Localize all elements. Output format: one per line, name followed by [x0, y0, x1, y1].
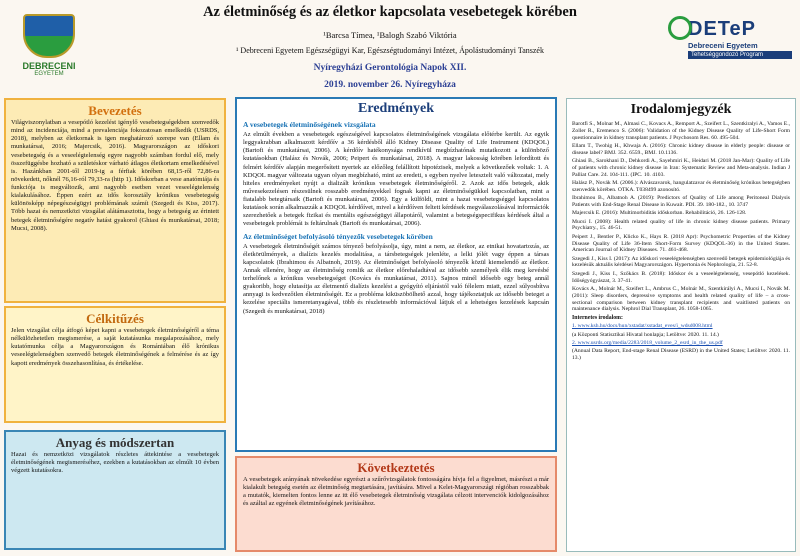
internet-link-2[interactable]: 2. www.usrds.org/media/2283/2018_volume_2_esrd_in_the_us.pdf: [572, 339, 723, 346]
conference-date: 2019. november 26. Nyíregyháza: [324, 80, 456, 90]
eredmenyek-heading: Eredmények: [358, 101, 434, 116]
internet-label: Internetes irodalom:: [572, 315, 623, 322]
eredmenyek-subheading-1: A vesebetegek életminőségének vizsgálata: [243, 120, 376, 129]
crest-icon: [23, 14, 75, 58]
section-celkituzes: [4, 306, 226, 423]
university-logo: [14, 14, 84, 77]
affiliation: ¹ Debreceni Egyetem Egészségügyi Kar, Egészségtudományi Intézet, Ápolástudományi Tanszék: [236, 46, 544, 55]
reference-item: Mucsi I. (2008): Health related quality of life in chronic kidney disease patients. Primary Psychiatry., 15. 46-51.: [572, 218, 790, 232]
reference-item: Szegedi J., Kiss I., Szőkács B. (2018): Időskor és a veseelégtelenség, vesepótló kezelések. Időségyógyászat, 3. 37-41.: [572, 270, 790, 284]
ring-icon: [668, 16, 692, 40]
eredmenyek-subheading-2: Az életminőséget befolyásoló tényezők vesebetegek körében: [243, 231, 433, 241]
kovetkeztetes-text: A vesebetegek arányának növekedése egyrészt a szűrővizsgálatok fontosságára hívja fel a figyelmet, másrészt a már kialakult betegség esetén az életminőség megtartására, javítására. Mivel a Kelet-Magyarországi régióban rosszabbak a mutatók, kiemelten fontos lenne az itt élő vesebetegek életminőség vizsgálata célzott intervenciók kidolgozásához és azáltal az egyének életminőségének javításához.: [243, 476, 549, 508]
logo-left-name: DEBRECENI: [22, 61, 76, 71]
reference-item: Ellam T., Twohig H., Khwaja A. (2016): Chronic kidney disease in elderly people: disease or disease label? BMJ. 352. 6559., BMJ. 10.1136.: [572, 142, 790, 156]
detep-logo: [688, 18, 792, 59]
internet-link-1[interactable]: 1. www.ksh.hu/docs/hun/xstadat/xstadat_eves/i_wdsd008.html: [572, 323, 713, 330]
section-anyag-modszertan: [4, 430, 226, 550]
reference-item: Ibrahimou B., Albatnoh A. (2019): Predictors of Quality of Life among Peritoneal Dialysis Patients with End-Stage Renal Disease in Kuwait. PDI. 39. 180-182., 10. 3747: [572, 195, 790, 208]
reference-item: Ghiasi B., Sarokhani D., Dehkordi A., Sayehmiri K., Heidari M. (2018 Jan-Mar): Quality of Life of patients with chronic kidney disease in Iran: Systematic Review and Meta-analysis. Indian J Palliat Care. 24. 104-111. (IPC. 10. 4103.: [572, 158, 790, 178]
conference-name: Nyíregyházi Gerontológia Napok XII.: [313, 63, 467, 73]
anyag-heading: Anyag és módszertan: [55, 435, 175, 450]
poster-header: [0, 0, 800, 92]
poster-title: Az életminőség és az életkor kapcsolata vesebetegek körében: [203, 4, 577, 20]
reference-item: Kovács A., Molnár M., Szeifert L., Ambrus C., Molnár M., Szentkirályi A., Mucsi I., Novák M. (2011): Sleep disorders, depressive symptoms and health related quality of life – a cross-sectional comparison between kidney transplant recipients and waitlisted patients on maintenance dialysis. Nephrol Dial Transplant, 26. 1058-1065.: [572, 285, 790, 313]
logo-right-name: Debreceni Egyetem: [688, 41, 758, 50]
reference-item: Barotfi S., Molnar M., Almasi C., Kovacs A., Remport A., Szeifert L., Szentkiralyi A., Vamos E., Zoller R., Eremenco S. (2006): Validation of the Kidney Disease Quality of Life-Short Form questionnaire in kidney transplant patients. J Psychosom Res. 60. 495-504.: [572, 121, 790, 141]
reference-item: Peipert J., Bentler P., Klicko K., Hays R. (2018 Apr): Psychometric Properties of the Kidney Disease Quality of Life 36-Item Short-Form Survey (KDQOL-36) in the United States. American Journal of Kidney Diseases. 71. 461-468.: [572, 233, 790, 254]
section-eredmenyek: [235, 97, 557, 452]
celkituzes-text: Jelen vizsgálat célja átfogó képet kapni a vesebetegek életminőségéről a téma nélkülözhetetlen megismerése, a saját kutatásunka megalapozásához, mely kutatómunka célja a Magyarországon és Romániában élő krónikus veseelégtelenségben szenvedő betegek életminőségének a felmérése és az így kapott eredmények összehasonlítása, és értékelése.: [11, 327, 219, 367]
logo-left-sub: EGYETEM: [34, 71, 64, 77]
authors: ¹Barcsa Tímea, ¹Balogh Szabó Viktória: [323, 30, 457, 40]
kovetkeztetes-heading: Következtetés: [357, 460, 435, 475]
reference-item: Halász P., Novák M. (2006.): Alvászavarok, hangulatzavar és életminőség krónikus betegségben szenvedők körében. OTKA. T038499 azonosító.: [572, 180, 790, 193]
eredmenyek-text-1: Az elmúlt években a vesebetegek egészségével kapcsolatos életminőségének vizsgálata előtérbe került. Az egyik leggyakrabban alkalmazott kérdőív a 36 kérdésből álló Kidney Disease Quality of Life Instrument (KDQOL) (Bartofi és munkatársai, 2006). A kérdőív hatékonysága rendkívül megbízhatónak mutatkozott a különböző kutatásokban (Halász és Novák, 2006; Peipert és munkatársai, 2018). A magyar lakosság körében lefordított és felmért kérdőív alapján megerősített nyertek az előzőleg felállított hipotézisek, melyek a következőek voltak: 1. A KDQOL magyar változata ugyan olyan megbízható, mint az eredeti, s egyben nyelve letesztelt való változatai, mely hiteles eredményeket nyújt a dializált krónikus vesebetegek életminőségéről. 2. Azok az idős betegek, akik művesekezelésen részesülnek rosszabb eredményekkel fognak kapni az életminőségükkel kapcsolatban, mint a fiatalabb betegtársaik (Bartofi és munkatársai, 2006). Egy a külföldi, mint a hazai vesebetegséggel kapcsolatos kutatások során alkalmazzák a KDQOL kérdőívet, mivel a kérdőíven feltett kérdések megválaszolásával információk szerezhetőek a betegek fizikai és mentális egészségügyi állapotáról, valamint a betegségspecifikus kérdések által a vesebetegek problémái is feltárulnak (Bartofi és munkatársai, 2006).: [243, 131, 549, 228]
internet-note-1: (a Központi Statisztikai Hivatal honlapja; Letöltve: 2020. 11. 14.): [572, 331, 719, 338]
section-bevezetes: [4, 98, 226, 303]
bevezetes-text: Világviszonylatban a vesepótló kezelést igénylő vesebetegségekben szenvedők mind az incidenciája, mind a prevalenciája fokozatosan emelkedik (USRDS, 2018), melyben az életkornak is igen meghatározó szerepe van (Ellam és munkatársai, 2016; Majercsik, 2016). Magyarországon az időskori vesebetegség és a veseelégtelenség egyre nagyobb számban fordul elő, mely összefüggésbe hozható a születéskor várható átlagos életkortam emelkedésével is. Hazánkban 2001-től 2019-ig a férfiak körében 68,15-ről 72,86-ra növekedett, nőknél 76,16-ról 79,33-ra (http 1). Időskorban a vese anatómiája és funkciója is megváltozik, ami nagyobb esetben vezet veseelégtelenség kialakulásához. Éppen ezért az idős korosztály krónikus vesebetegség különösképp népegészségügyi problémának számít (Szegedi és Kiss, 2017). Több hazai és nemzetközi vizsgálat alátámasztotta, hogy a betegség az érintett betegek életminőségére negatív hatást gyakorol (Ghiasi és munkatársai, 2018; Mucsi, 2008).: [11, 119, 219, 232]
logo-right-big: DETeP: [688, 18, 756, 40]
irodalom-heading: Irodalomjegyzék: [630, 102, 732, 117]
section-kovetkeztetes: [235, 456, 557, 552]
reference-item: Szegedi J., Kiss I. (2017): Az időskori veseelégtelenségben szenvedő betegek epidemiológiája és kezelésük aktuális kérdései Magyarországon. Hypertonia és Nephrologia, 21. 52-8.: [572, 255, 790, 269]
internet-note-2: (Annual Data Report, End-stage Renal Disease (ESRD) in the United States; Letöltve: 2020. 11. 13.): [572, 348, 790, 362]
reference-item: Majercsik E. (2016): Multimorbiditás időskorban. Rehabilitáció, 26. 126-128.: [572, 210, 747, 217]
logo-right-bar: Tehetséggondozó Program: [688, 51, 792, 59]
anyag-text: Hazai és nemzetközi vizsgálatok részletes áttekintése a vesebetegek életminőségének megismeréséhez, ezekben a kutatásokban az elmúlt 10 évben végzett kutatásokra.: [11, 451, 219, 475]
bevezetes-heading: Bevezetés: [88, 103, 142, 118]
section-irodalomjegyzek: [566, 98, 796, 552]
celkituzes-heading: Célkitűzés: [86, 311, 144, 326]
eredmenyek-text-2: A vesebetegek életminőségét számos tényező befolyásolja, úgy, mint a nem, az életkor, az etnikai hovatartozás, az életkörülmények, a dialízis kezelés modalitása, a társbetegségek jelenléte, a lelki jólét vagy éppen a társas kapcsolatok (Ibrahimou és Albatnoh, 2019). Az életminőséget befolyásoló tényezők közül kiemelendő az életkor. Annak ellenére, hogy az életminőség romlik az életkor előrehaladtával az idősebb személyek élik meg kevésbé terhelőnek a krónikus vesebetegséget (Kovács és munkatársai, 2011). Sajnos minél idősebb egy beteg annál gyakoribb, hogy elutasítja az életmentő dialízis kezelést a gyógyító eljárástól való félelem miatt, ezzel súlyosbítva annyagi is kedvezőtlen életminőségét. Ez a probléma kiküszöbölhető azzal, hogy tájékoztatjuk az idősebb beteget a kezelése speciális ismeretanyagával, több és részletesebb információval látjuk el a lehetséges kezelések kapcsán (Szegedi és munkatársai, 2018): [243, 242, 549, 315]
